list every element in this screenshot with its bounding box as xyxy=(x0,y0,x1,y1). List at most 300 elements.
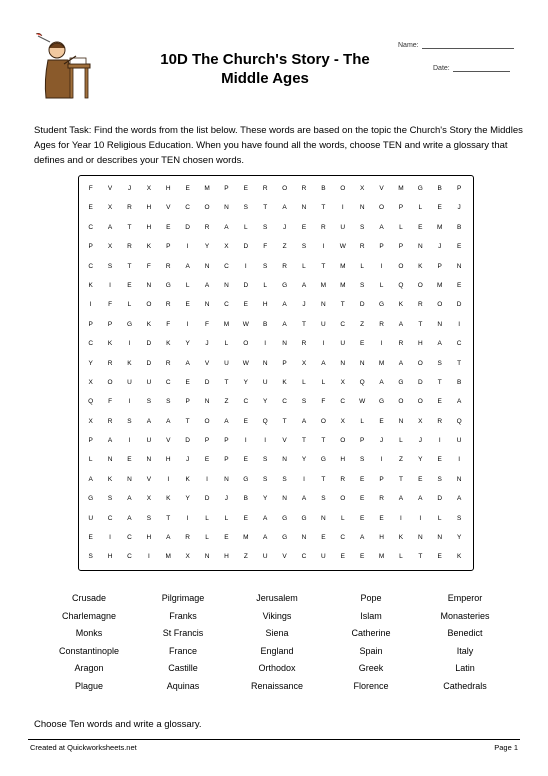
grid-letter: G xyxy=(126,320,132,328)
grid-letter: J xyxy=(457,204,461,212)
grid-letter: E xyxy=(185,301,190,309)
grid-letter: O xyxy=(320,417,326,425)
grid-letter: F xyxy=(108,301,113,309)
grid-letter: R xyxy=(127,204,132,212)
grid-letter: G xyxy=(301,514,307,522)
grid-letter: D xyxy=(204,378,210,386)
grid-letter: D xyxy=(243,281,249,289)
grid-letter: L xyxy=(263,281,268,289)
grid-letter: S xyxy=(107,495,113,503)
grid-letter: D xyxy=(185,223,190,231)
grid-letter: C xyxy=(282,398,287,406)
grid-letter: F xyxy=(205,320,210,328)
grid-letter: A xyxy=(185,359,190,367)
footer-divider xyxy=(28,739,520,740)
grid-letter: K xyxy=(166,495,171,503)
grid-letter: E xyxy=(359,340,365,348)
grid-letter: X xyxy=(340,417,345,425)
grid-letter: C xyxy=(456,340,462,348)
grid-letter: I xyxy=(109,281,111,289)
grid-letter: L xyxy=(399,437,403,445)
grid-letter: T xyxy=(302,320,306,328)
word-list-item: Aragon xyxy=(74,663,104,673)
grid-letter: M xyxy=(378,359,385,367)
grid-letter: N xyxy=(301,534,307,542)
grid-letter: S xyxy=(263,223,268,231)
grid-letter: E xyxy=(359,495,365,503)
grid-letter: C xyxy=(340,398,346,406)
grid-letter: P xyxy=(224,456,229,464)
grid-letter: N xyxy=(437,320,443,328)
grid-letter: W xyxy=(242,359,249,367)
grid-letter: G xyxy=(320,456,326,464)
word-list-item: England xyxy=(260,645,294,656)
grid-letter: N xyxy=(359,204,365,212)
grid-letter: B xyxy=(263,320,268,328)
grid-letter: P xyxy=(359,437,365,445)
grid-letter: X xyxy=(418,417,423,425)
grid-letter: G xyxy=(398,378,404,386)
grid-letter: A xyxy=(204,281,210,289)
grid-letter: M xyxy=(320,281,327,289)
grid-letter: E xyxy=(243,301,248,309)
grid-letter: E xyxy=(127,456,132,464)
grid-letter: L xyxy=(244,223,248,231)
grid-letter: I xyxy=(167,475,170,483)
grid-letter: G xyxy=(282,534,288,542)
grid-letter: Y xyxy=(185,495,190,503)
grid-letter: X xyxy=(88,378,93,386)
word-list-item: Benedict xyxy=(447,628,483,638)
grid-letter: T xyxy=(185,417,190,425)
grid-letter: L xyxy=(437,514,442,522)
grid-letter: G xyxy=(379,301,385,309)
grid-letter: N xyxy=(456,475,462,483)
grid-letter: U xyxy=(340,340,346,348)
grid-letter: V xyxy=(204,359,210,367)
grid-letter: L xyxy=(205,514,209,522)
grid-letter: A xyxy=(224,417,229,425)
grid-letter: E xyxy=(437,204,442,212)
grid-letter: E xyxy=(243,417,248,425)
grid-letter: R xyxy=(437,417,443,425)
grid-letter: C xyxy=(340,320,346,328)
word-list-item: Monasteries xyxy=(440,610,490,621)
grid-letter: H xyxy=(165,456,171,464)
grid-letter: T xyxy=(263,204,268,212)
grid-letter: A xyxy=(107,223,113,231)
grid-letter: P xyxy=(224,185,229,192)
grid-letter: O xyxy=(204,204,210,212)
grid-letter: A xyxy=(456,398,462,406)
grid-letter: S xyxy=(359,281,365,289)
grid-letter: T xyxy=(418,553,423,561)
grid-letter: R xyxy=(359,243,365,251)
grid-letter: A xyxy=(282,301,287,309)
grid-letter: E xyxy=(437,398,442,406)
grid-letter: E xyxy=(185,185,190,192)
grid-letter: A xyxy=(127,495,132,503)
grid-letter: Q xyxy=(359,378,365,386)
grid-letter: S xyxy=(88,553,93,561)
grid-letter: A xyxy=(418,495,423,503)
grid-letter: S xyxy=(263,456,268,464)
grid-letter: O xyxy=(379,204,385,212)
grid-letter: S xyxy=(107,262,113,270)
grid-letter: U xyxy=(340,223,346,231)
word-list-item: Pilgrimage xyxy=(161,593,205,603)
grid-letter: D xyxy=(456,301,462,309)
name-line[interactable] xyxy=(422,41,514,49)
grid-letter: R xyxy=(282,262,287,270)
grid-letter: I xyxy=(244,262,247,270)
grid-letter: K xyxy=(398,534,404,542)
grid-letter: J xyxy=(186,456,190,464)
grid-letter: A xyxy=(146,417,152,425)
grid-letter: P xyxy=(379,475,384,483)
grid-letter: S xyxy=(321,495,326,503)
word-list-item: Renaissance xyxy=(250,680,304,691)
grid-letter: O xyxy=(417,359,423,367)
grid-letter: K xyxy=(107,340,113,348)
grid-letter: G xyxy=(243,475,249,483)
grid-letter: W xyxy=(242,320,249,328)
grid-letter: O xyxy=(398,262,404,270)
grid-letter: N xyxy=(417,243,423,251)
date-field[interactable] xyxy=(433,64,510,72)
grid-letter: X xyxy=(224,243,229,251)
grid-letter: C xyxy=(185,204,190,212)
grid-letter: G xyxy=(165,281,171,289)
word-list-item: Emperor xyxy=(447,593,483,603)
grid-letter: N xyxy=(204,553,210,561)
grid-letter: P xyxy=(204,437,210,445)
word-list-item: Pope xyxy=(360,593,382,603)
grid-letter: P xyxy=(282,359,287,367)
grid-letter: J xyxy=(379,437,384,445)
grid-letter: L xyxy=(88,456,93,464)
grid-letter: I xyxy=(128,437,131,445)
grid-letter: N xyxy=(204,301,210,309)
grid-letter: C xyxy=(88,223,94,231)
grid-letter: S xyxy=(146,514,152,522)
grid-letter: V xyxy=(166,204,171,212)
grid-letter: R xyxy=(165,359,171,367)
grid-letter: J xyxy=(418,437,422,445)
grid-letter: V xyxy=(146,475,152,483)
grid-letter: T xyxy=(224,378,229,386)
grid-letter: P xyxy=(224,437,229,445)
grid-letter: N xyxy=(146,281,152,289)
grid-letter: T xyxy=(398,475,403,483)
grid-letter: B xyxy=(321,185,326,192)
grid-letter: R xyxy=(185,534,190,542)
grid-letter: X xyxy=(185,553,190,561)
grid-letter: K xyxy=(88,281,93,289)
grid-letter: E xyxy=(127,281,132,289)
letter-grid xyxy=(81,179,469,567)
grid-letter: P xyxy=(88,437,93,445)
grid-letter: K xyxy=(282,378,287,386)
grid-letter: D xyxy=(146,340,152,348)
grid-letter: T xyxy=(437,378,442,386)
grid-letter: N xyxy=(107,456,113,464)
grid-letter: J xyxy=(127,185,132,192)
grid-letter: P xyxy=(398,243,404,251)
grid-letter: E xyxy=(359,475,365,483)
grid-letter: N xyxy=(204,398,210,406)
grid-letter: A xyxy=(359,534,365,542)
grid-letter: O xyxy=(398,398,404,406)
grid-letter: I xyxy=(264,340,267,348)
grid-letter: K xyxy=(185,475,190,483)
grid-letter: N xyxy=(321,514,326,522)
word-list-item: St Francis xyxy=(162,628,204,638)
grid-letter: I xyxy=(109,534,111,542)
grid-letter: P xyxy=(88,320,93,328)
grid-letter: A xyxy=(379,223,384,231)
grid-letter: R xyxy=(165,301,171,309)
grid-letter: T xyxy=(340,301,345,309)
grid-letter: M xyxy=(340,281,346,289)
grid-letter: U xyxy=(224,359,229,367)
grid-letter: L xyxy=(399,223,403,231)
grid-letter: I xyxy=(89,301,92,309)
grid-letter: E xyxy=(301,223,307,231)
grid-letter: A xyxy=(398,320,404,328)
grid-letter: I xyxy=(380,456,383,464)
grid-letter: L xyxy=(302,378,306,386)
grid-letter: A xyxy=(398,495,404,503)
grid-letter: X xyxy=(340,378,345,386)
grid-letter: S xyxy=(263,262,268,270)
grid-letter: K xyxy=(418,262,423,270)
word-list-item: Latin xyxy=(455,663,475,673)
grid-letter: K xyxy=(166,340,171,348)
grid-letter: F xyxy=(88,185,93,192)
grid-letter: E xyxy=(224,534,229,542)
grid-letter: S xyxy=(437,475,442,483)
grid-letter: O xyxy=(243,340,249,348)
grid-letter: X xyxy=(107,204,113,212)
grid-letter: R xyxy=(107,417,113,425)
grid-letter: N xyxy=(321,301,326,309)
grid-letter: E xyxy=(437,456,442,464)
word-list-item: Charlemagne xyxy=(61,610,117,621)
grid-letter: I xyxy=(380,340,383,348)
grid-letter: M xyxy=(398,185,404,192)
grid-letter: S xyxy=(127,417,132,425)
grid-letter: E xyxy=(456,243,462,251)
grid-letter: C xyxy=(107,514,113,522)
grid-letter: N xyxy=(224,281,229,289)
grid-letter: Y xyxy=(204,243,210,251)
grid-letter: I xyxy=(419,514,422,522)
grid-letter: G xyxy=(417,185,423,192)
grid-letter: U xyxy=(262,553,268,561)
grid-letter: C xyxy=(127,534,132,542)
grid-letter: V xyxy=(107,185,113,192)
grid-letter: H xyxy=(262,301,268,309)
grid-letter: Q xyxy=(456,417,462,425)
grid-letter: J xyxy=(282,223,287,231)
grid-letter: Y xyxy=(185,340,190,348)
grid-letter: O xyxy=(146,301,152,309)
grid-letter: G xyxy=(282,281,288,289)
grid-letter: T xyxy=(127,223,132,231)
grid-letter: H xyxy=(107,553,113,561)
grid-letter: N xyxy=(282,340,287,348)
grid-letter: L xyxy=(360,417,364,425)
grid-letter: E xyxy=(456,281,462,289)
grid-letter: I xyxy=(186,320,189,328)
grid-letter: B xyxy=(456,378,462,386)
grid-letter: Y xyxy=(418,456,423,464)
grid-letter: E xyxy=(243,185,248,192)
grid-letter: Z xyxy=(282,243,287,251)
grid-letter: N xyxy=(282,495,287,503)
grid-letter: O xyxy=(417,281,423,289)
grid-letter: C xyxy=(88,340,94,348)
grid-letter: Y xyxy=(456,534,462,542)
grid-letter: E xyxy=(243,514,248,522)
grid-letter: I xyxy=(458,456,461,464)
grid-letter: U xyxy=(456,437,462,445)
grid-letter: C xyxy=(224,301,229,309)
grid-letter: L xyxy=(418,204,423,212)
grid-letter: D xyxy=(417,378,423,386)
grid-letter: A xyxy=(107,437,113,445)
grid-letter: I xyxy=(322,243,325,251)
grid-letter: F xyxy=(321,398,326,406)
word-list-item: Orthodox xyxy=(258,663,296,673)
grid-letter: O xyxy=(340,495,346,503)
grid-letter: Q xyxy=(88,398,94,406)
grid-letter: S xyxy=(301,243,307,251)
grid-letter: T xyxy=(418,320,423,328)
grid-letter: Q xyxy=(262,417,268,425)
grid-letter: T xyxy=(302,437,306,445)
grid-letter: L xyxy=(321,378,326,386)
grid-letter: I xyxy=(303,475,305,483)
grid-letter: L xyxy=(205,534,209,542)
grid-letter: E xyxy=(359,514,365,522)
grid-letter: N xyxy=(417,534,423,542)
grid-letter: A xyxy=(301,417,307,425)
word-list-item: Greek xyxy=(358,663,384,673)
grid-letter: M xyxy=(437,223,443,231)
grid-letter: J xyxy=(438,243,442,251)
grid-letter: Y xyxy=(263,398,268,406)
grid-letter: L xyxy=(399,553,403,561)
grid-letter: I xyxy=(186,514,189,522)
grid-letter: N xyxy=(204,262,210,270)
grid-letter: R xyxy=(417,301,423,309)
grid-letter: Z xyxy=(224,398,229,406)
grid-letter: C xyxy=(340,534,346,542)
grid-letter: M xyxy=(223,320,230,328)
date-line[interactable] xyxy=(453,64,510,72)
grid-letter: S xyxy=(359,223,365,231)
grid-letter: I xyxy=(400,514,402,522)
grid-letter: P xyxy=(437,262,442,270)
grid-letter: H xyxy=(340,456,346,464)
grid-letter: S xyxy=(263,475,268,483)
grid-letter: P xyxy=(88,243,93,251)
grid-letter: H xyxy=(146,223,152,231)
monk-clipart-icon xyxy=(30,30,100,100)
grid-letter: S xyxy=(301,398,307,406)
name-field[interactable] xyxy=(398,41,514,49)
grid-letter: L xyxy=(379,281,384,289)
grid-letter: K xyxy=(456,553,462,561)
grid-letter: A xyxy=(301,495,307,503)
grid-letter: L xyxy=(127,301,132,309)
grid-letter: O xyxy=(437,301,443,309)
glossary-instruction: Choose Ten words and write a glossary. xyxy=(34,719,202,730)
grid-letter: H xyxy=(146,204,152,212)
grid-letter: E xyxy=(204,456,210,464)
grid-letter: I xyxy=(264,437,267,445)
word-list-item: Florence xyxy=(353,680,389,691)
word-list-item: Islam xyxy=(360,610,382,621)
word-list-item: Aquinas xyxy=(166,680,200,691)
grid-letter: A xyxy=(224,223,229,231)
title-line-1: 10D The Church's Story - The xyxy=(160,51,370,68)
name-label: Name: xyxy=(398,42,419,49)
grid-letter: F xyxy=(108,398,113,406)
grid-letter: M xyxy=(243,534,249,542)
word-list-item: Cathedrals xyxy=(443,680,487,691)
date-label: Date: xyxy=(433,65,450,72)
grid-letter: U xyxy=(88,514,94,522)
grid-letter: Q xyxy=(398,281,404,289)
grid-letter: T xyxy=(321,475,326,483)
grid-letter: A xyxy=(88,475,93,483)
grid-letter: R xyxy=(107,359,113,367)
grid-letter: Y xyxy=(88,359,93,367)
grid-letter: O xyxy=(107,378,113,386)
grid-letter: L xyxy=(224,514,229,522)
grid-letter: K xyxy=(146,320,152,328)
grid-letter: P xyxy=(456,185,462,192)
grid-letter: V xyxy=(166,437,171,445)
grid-letter: E xyxy=(88,204,93,212)
grid-letter: T xyxy=(321,437,326,445)
grid-letter: O xyxy=(417,398,423,406)
grid-letter: P xyxy=(398,204,404,212)
grid-letter: J xyxy=(224,495,229,503)
grid-letter: T xyxy=(321,262,326,270)
grid-letter: D xyxy=(437,495,443,503)
grid-letter: X xyxy=(107,243,113,251)
grid-letter: O xyxy=(204,417,210,425)
grid-letter: S xyxy=(359,456,365,464)
grid-letter: L xyxy=(224,340,229,348)
grid-letter: A xyxy=(185,262,190,270)
grid-letter: C xyxy=(243,398,249,406)
grid-letter: E xyxy=(88,534,93,542)
grid-letter: S xyxy=(146,398,152,406)
word-list-item: Spain xyxy=(359,645,383,656)
grid-letter: R xyxy=(204,223,210,231)
grid-letter: C xyxy=(224,262,229,270)
grid-letter: R xyxy=(165,262,171,270)
grid-letter: Y xyxy=(243,378,248,386)
grid-letter: G xyxy=(88,495,94,503)
grid-letter: I xyxy=(438,437,441,445)
grid-letter: M xyxy=(340,262,346,270)
